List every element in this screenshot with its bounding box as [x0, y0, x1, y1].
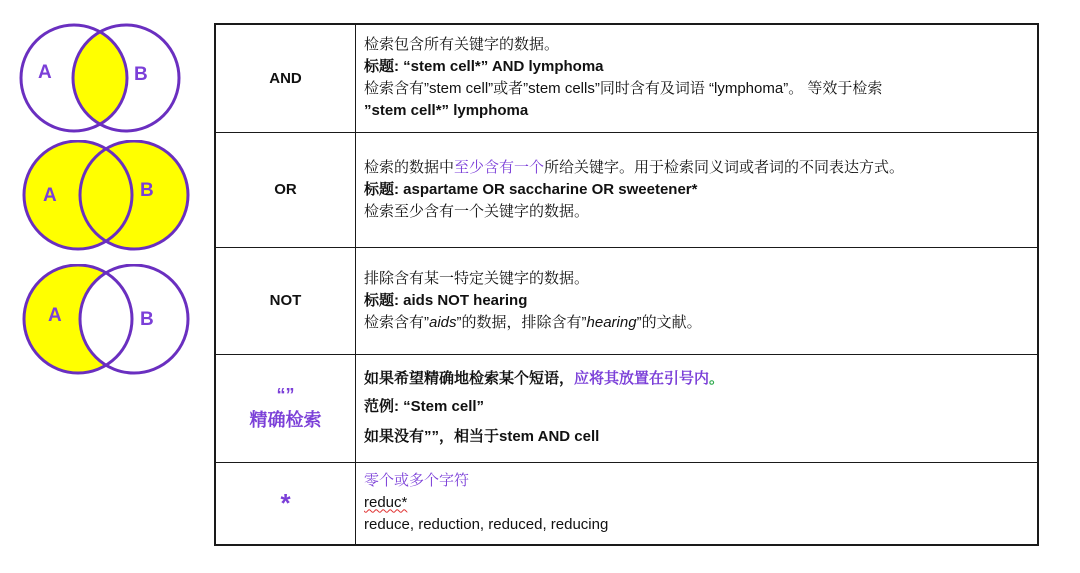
- op-not-line3: [364, 312, 1029, 334]
- op-or-label: OR: [215, 132, 356, 247]
- venn-or-label-b: B: [140, 180, 154, 201]
- venn-not-label-a: A: [48, 305, 62, 326]
- venn-not-diagram: [20, 264, 190, 376]
- venn-or-label-a: A: [43, 185, 57, 206]
- op-or-example: 标题: aspartame OR saccharine OR sweetener*: [364, 180, 698, 198]
- op-not-label: NOT: [215, 247, 356, 354]
- op-not-description: [356, 247, 1039, 354]
- op-exact-example: 范例: “Stem cell”: [364, 398, 485, 415]
- op-or-line1: [364, 157, 1029, 179]
- op-and-label: AND: [215, 24, 356, 132]
- venn-and-diagram: [14, 22, 186, 134]
- op-wildcard-description: [356, 462, 1039, 545]
- op-exact-line1: [364, 368, 1029, 390]
- op-exact-line3: 如果没有””，相当于stem AND cell: [364, 428, 600, 445]
- op-exact-label: 精确检索: [249, 409, 322, 430]
- row-exact-phrase: [215, 354, 1038, 462]
- op-not-line3-e: ”的文献。: [636, 313, 702, 331]
- op-wildcard-line2: [364, 492, 1029, 514]
- op-exact-line1-highlight: 应将其放置在引号内: [574, 370, 710, 387]
- op-wildcard-cell: [215, 462, 356, 545]
- venn-not-label-b: B: [140, 309, 154, 330]
- op-not-line1: 排除含有某一特定关键字的数据。: [364, 269, 590, 287]
- op-wildcard-line3: reduce, reduction, reduced, reducing: [364, 516, 609, 534]
- venn-or-diagram: [20, 140, 190, 252]
- row-wildcard: [215, 462, 1038, 545]
- op-exact-line1-dot: 。: [709, 370, 725, 387]
- op-wildcard-label: *: [280, 487, 291, 518]
- row-not: [215, 247, 1038, 354]
- op-not-line3-d: hearing: [586, 313, 637, 331]
- op-wildcard-line1: 零个或多个字符: [364, 472, 470, 490]
- op-and-description: [356, 24, 1039, 132]
- op-or-line1-pre: 检索的数据中: [364, 158, 455, 176]
- op-not-line3-b: aids: [429, 313, 457, 331]
- op-not-line3-a: 检索含有”: [364, 313, 429, 331]
- op-or-line1-post: 所给关键字。用于检索同义词或者词的不同表达方式。: [544, 158, 905, 176]
- op-and-line4: ”stem cell*” lymphoma: [364, 102, 529, 120]
- op-exact-label-cell: [215, 354, 356, 462]
- search-operators-table: [214, 23, 1039, 546]
- op-and-line3: 检索含有”stem cell”或者”stem cells”同时含有及词语 “lymphoma”。 等效于检索: [364, 80, 883, 98]
- row-or: [215, 132, 1038, 247]
- op-or-line3: 检索至少含有一个关键字的数据。: [364, 202, 590, 220]
- row-and: [215, 24, 1038, 132]
- op-or-line1-highlight: 至少含有一个: [454, 158, 545, 176]
- op-exact-description: [356, 354, 1039, 462]
- op-and-line1: 检索包含所有关键字的数据。: [364, 36, 560, 54]
- venn-and-label-a: A: [38, 62, 52, 83]
- op-exact-quote-mark: “”: [276, 384, 295, 405]
- venn-and-label-b: B: [134, 64, 148, 85]
- op-not-line3-c: ”的数据，排除含有”: [456, 313, 587, 331]
- op-and-example: 标题: “stem cell*” AND lymphoma: [364, 58, 604, 76]
- op-exact-line1-pre: 如果希望精确地检索某个短语，: [364, 370, 575, 387]
- op-not-example: 标题: aids NOT hearing: [364, 291, 528, 309]
- op-wildcard-example: reduc*: [364, 494, 408, 512]
- op-or-description: [356, 132, 1039, 247]
